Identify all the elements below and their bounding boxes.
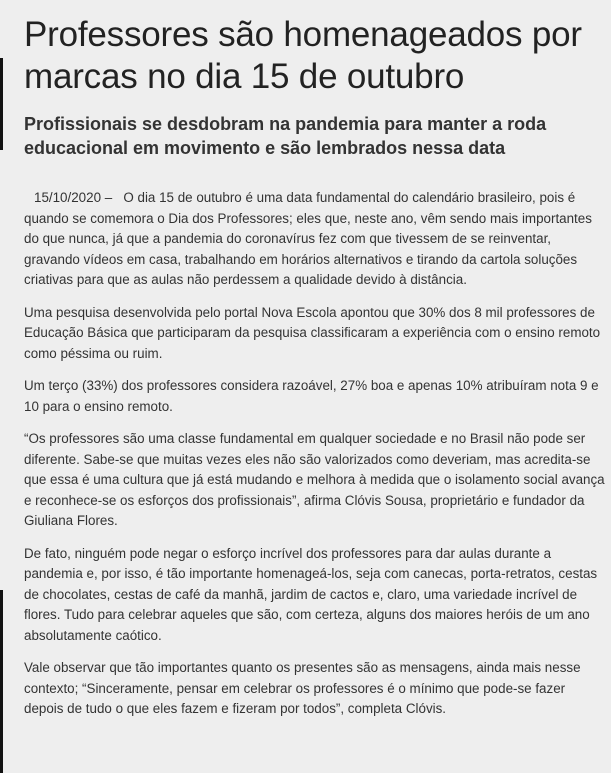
left-edge-bar-top [0,58,3,150]
paragraph-1-text: O dia 15 de outubro é uma data fundamental do calendário brasileiro, pois é quando se comemora o Dia dos Professores; eles que, neste ano, vêm sendo mais importantes do que nunca, já que a pandemia do coronavírus fez com que tivessem de se reinventar, gravando vídeos em casa, trabalhando em horários alternativos e tirando da cartola soluções criativas para que as aulas não perdessem a qualidade devido à distância. [24,190,592,287]
article-title: Professores são homenageados por marcas no dia 15 de outubro [24,15,582,96]
article [24,0,608,732]
paragraph-6: Vale observar que tão importantes quanto os presentes são as mensagens, ainda mais nesse contexto; “Sinceramente, pensar em celebrar os professores é o mínimo que pode-se fazer depois de tudo o que eles fazem e fizeram por todos”, completa Clóvis. [24,660,581,716]
article-body [24,188,608,720]
paragraph-3: Um terço (33%) dos professores considera razoável, 27% boa e apenas 10% atribuíram nota 9 e 10 para o ensino remoto. [24,378,599,414]
paragraph-5: De fato, ninguém pode negar o esforço incrível dos professores para dar aulas durante a pandemia e, por isso, é tão importante homenageá-los, seja com canecas, porta-retratos, cestas de chocolates, cestas de café da manhã, jardim de cactos e, claro, uma variedade incrível de flores. Tudo para celebrar aqueles que são, com certeza, alguns dos maiores heróis de um ano absolutamente caótico. [24,545,598,643]
paragraph-1 [24,188,608,291]
left-edge-bar-middle [0,590,3,740]
left-edge-bar-bottom [0,740,3,773]
article-date: 15/10/2020 – [34,190,113,205]
paragraph-4: “Os professores são uma classe fundamental em qualquer sociedade e no Brasil não pode ser diferente. Sabe-se que muitas vezes eles não são valorizados como deveriam, mas acredita-se que essa é uma cultura que já está mudando e melhora à medida que o isolamento social avança e reconhece-se os esforços dos profissionais”, afirma Clóvis Sousa, proprietário e fundador da Giuliana Flores. [24,431,605,528]
paragraph-2: Uma pesquisa desenvolvida pelo portal Nova Escola apontou que 30% dos 8 mil professores de Educação Básica que participaram da pesquisa classificaram a experiência com o ensino remoto como péssima ou ruim. [24,304,601,361]
article-subtitle: Profissionais se desdobram na pandemia para manter a roda educacional em movimento e são lembrados nessa data [24,114,547,158]
